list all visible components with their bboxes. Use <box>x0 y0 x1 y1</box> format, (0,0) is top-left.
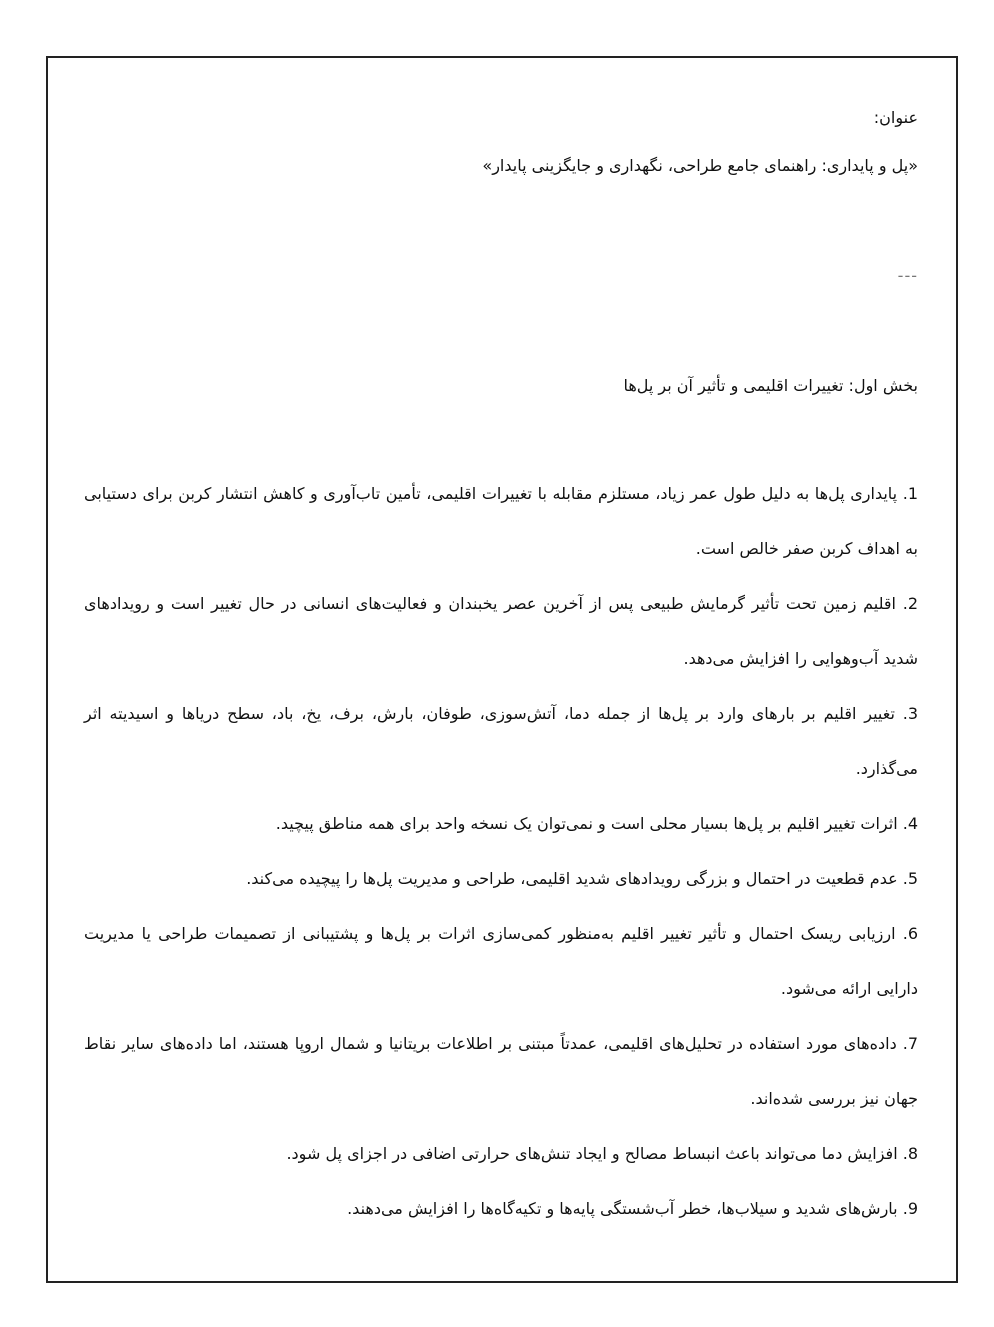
list-item: 3. تغییر اقلیم بر بارهای وارد بر پل‌ها از جمله دما، آتش‌سوزی، طوفان، بارش، برف، یخ، باد، سطح دریاها و اسیدیته اثر می‌گذارد. <box>84 704 918 778</box>
document-title: «پل و پایداری: راهنمای جامع طراحی، نگهداری و جایگزینی پایدار» <box>482 156 918 175</box>
document-content <box>84 94 918 1236</box>
separator: --- <box>897 266 918 285</box>
list-item: 1. پایداری پل‌ها به دلیل طول عمر زیاد، مستلزم مقابله با تغییرات اقلیمی، تأمین تاب‌آوری و کاهش انتشار کربن برای دستیابی به اهداف کربن صفر خالص است. <box>84 484 918 558</box>
list-item: 2. اقلیم زمین تحت تأثیر گرمایش طبیعی پس از آخرین عصر یخبندان و فعالیت‌های انسانی در حال تغییر است و رویدادهای شدید آب‌وهوایی را افزایش می‌دهد. <box>84 594 918 668</box>
section-heading: بخش اول: تغییرات اقلیمی و تأثیر آن بر پل‌ها <box>623 376 918 395</box>
list-item: 5. عدم قطعیت در احتمال و بزرگی رویدادهای شدید اقلیمی، طراحی و مدیریت پل‌ها را پیچیده می‌کند. <box>246 869 918 888</box>
title-label: عنوان: <box>873 108 918 127</box>
list-item: 6. ارزیابی ریسک احتمال و تأثیر تغییر اقلیم به‌منظور کمی‌سازی اثرات بر پل‌ها و پشتیبانی از تصمیمات طراحی یا مدیریت دارایی ارائه می‌شود. <box>84 924 918 998</box>
list-item: 7. داده‌های مورد استفاده در تحلیل‌های اقلیمی، عمدتاً مبتنی بر اطلاعات بریتانیا و شمال اروپا هستند، اما داده‌های سایر نقاط جهان نیز بررسی شده‌اند. <box>84 1034 918 1108</box>
item-list <box>84 466 918 1236</box>
list-item: 4. اثرات تغییر اقلیم بر پل‌ها بسیار محلی است و نمی‌توان یک نسخه واحد برای همه مناطق پیچید. <box>275 814 918 833</box>
list-item: 8. افزایش دما می‌تواند باعث انبساط مصالح و ایجاد تنش‌های حرارتی اضافی در اجزای پل شود. <box>286 1144 918 1163</box>
list-item: 9. بارش‌های شدید و سیلاب‌ها، خطر آب‌شستگی پایه‌ها و تکیه‌گاه‌ها را افزایش می‌دهند. <box>347 1199 918 1218</box>
